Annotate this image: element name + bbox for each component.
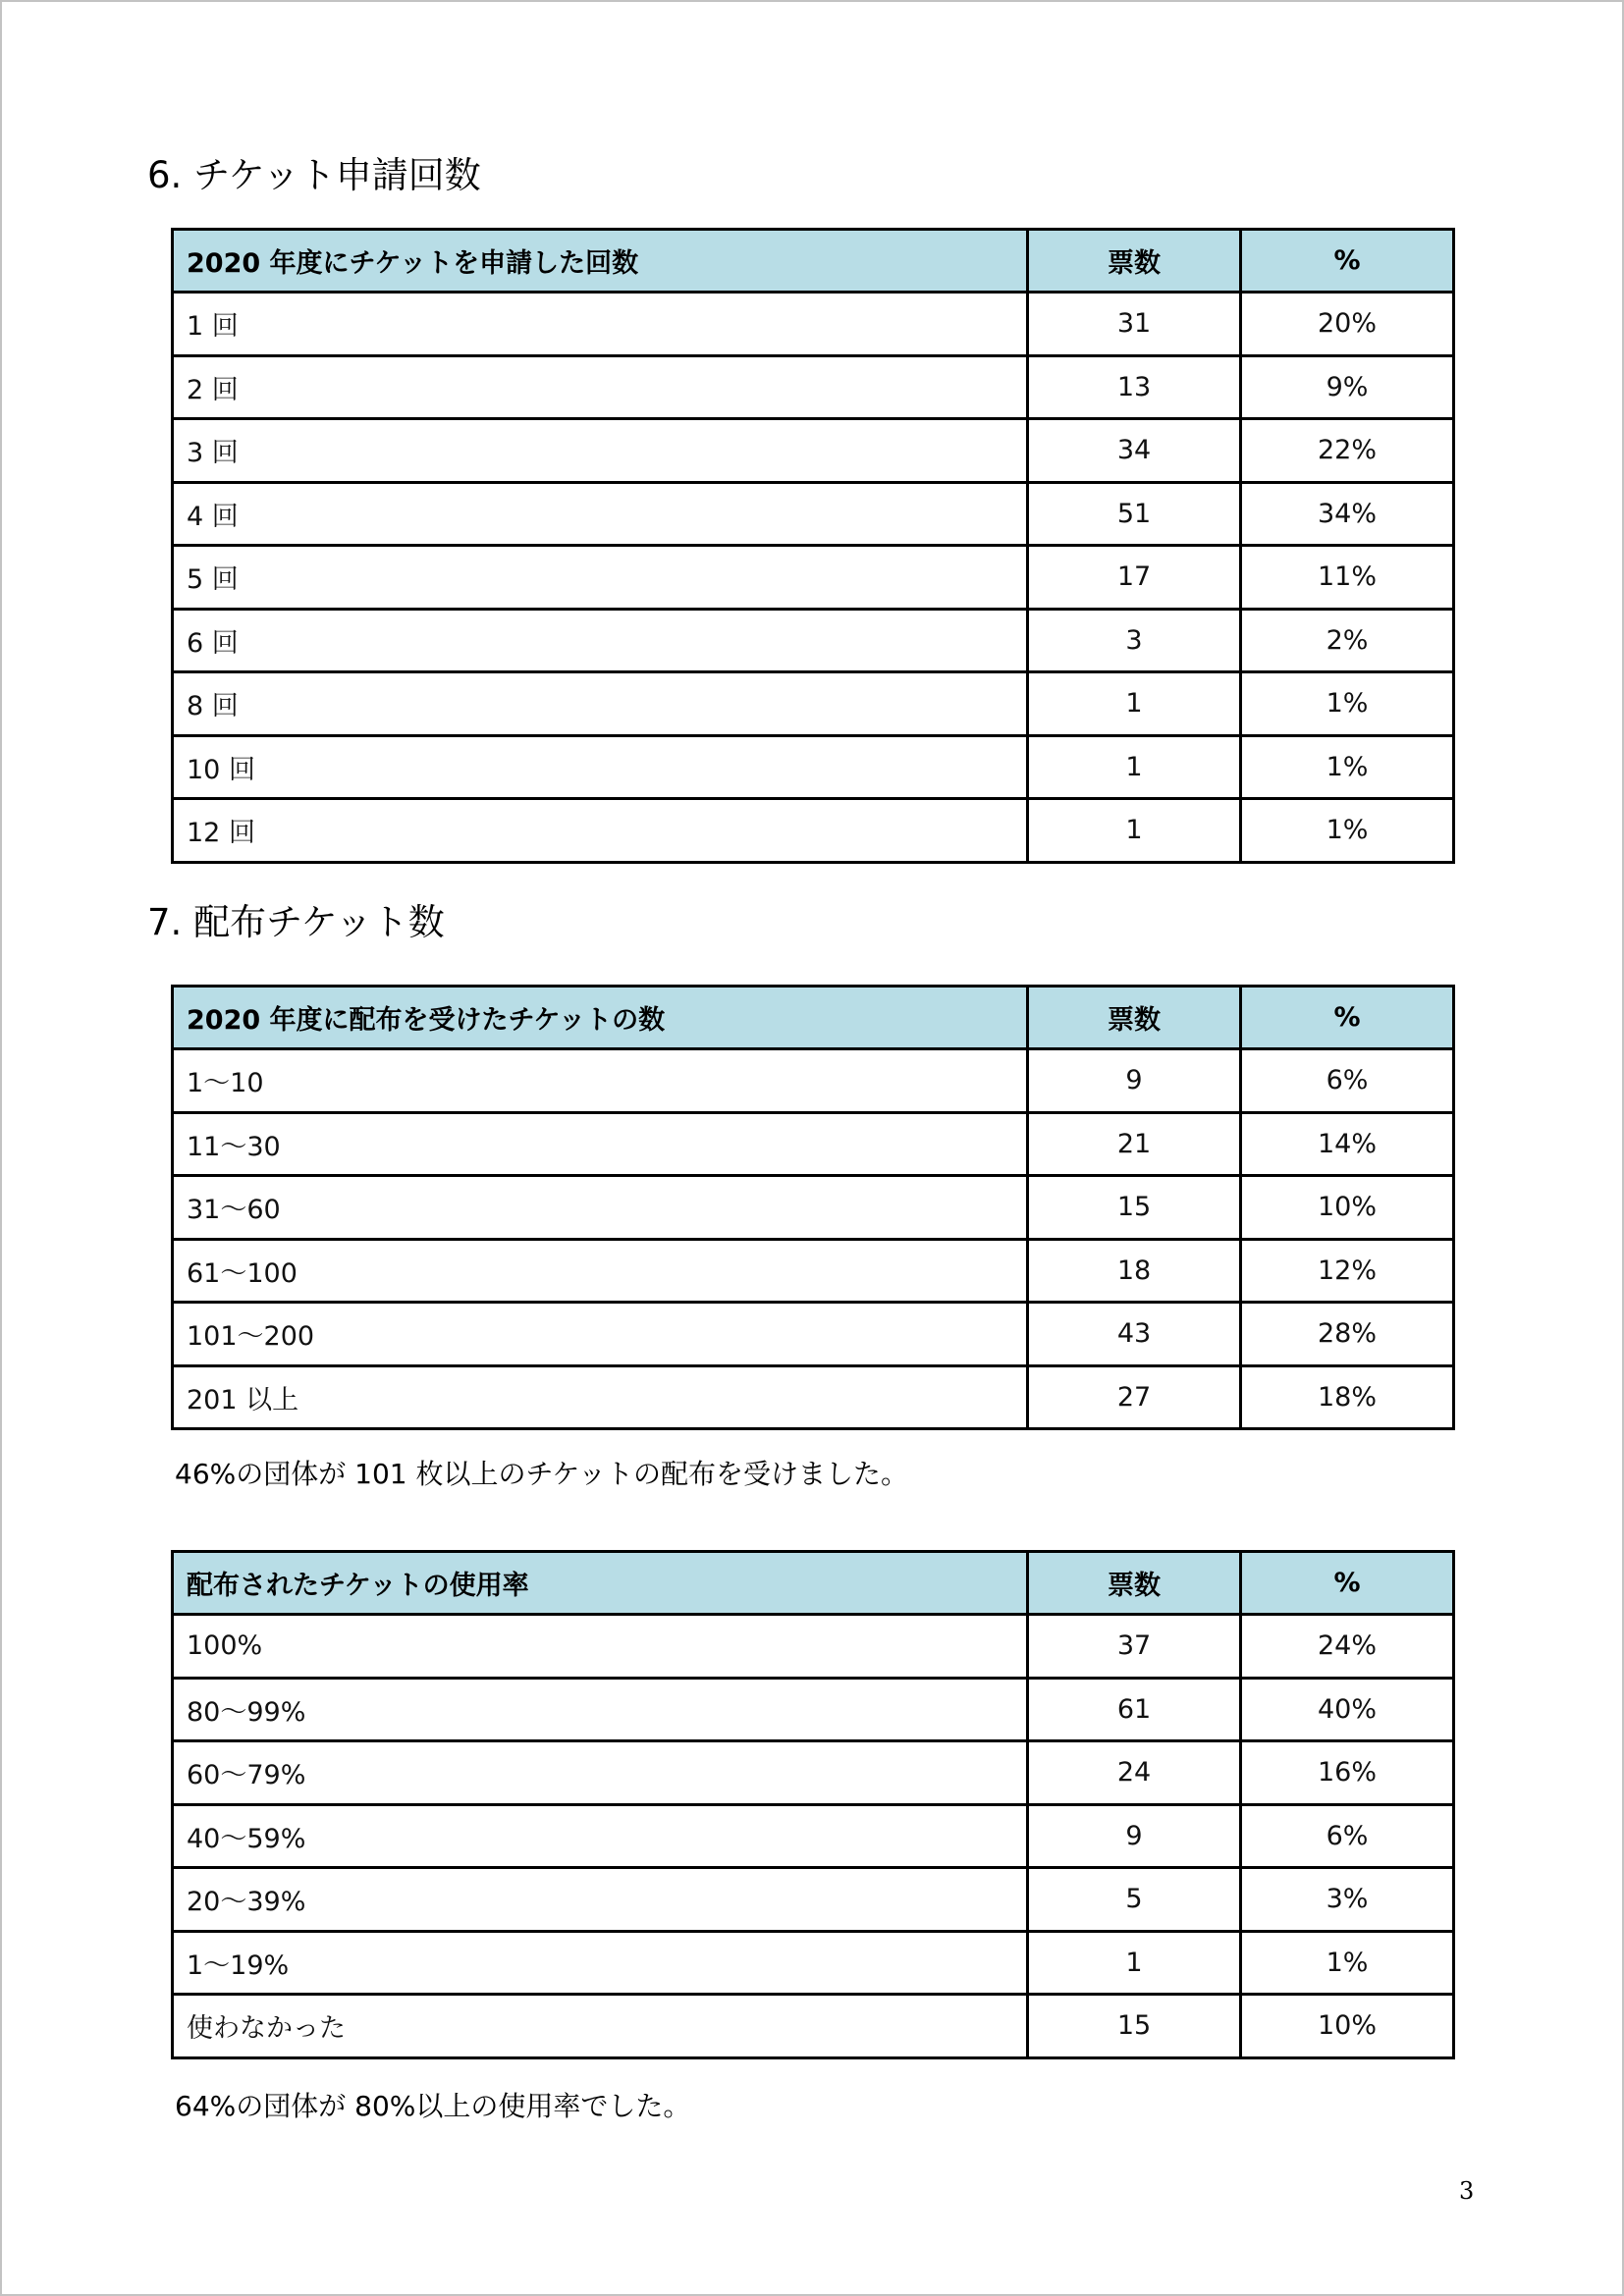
cell-votes: 9 bbox=[1028, 1804, 1241, 1868]
cell-category: 2 回 bbox=[173, 355, 1028, 419]
cell-percent: 1% bbox=[1241, 1931, 1454, 1995]
cell-percent: 6% bbox=[1241, 1804, 1454, 1868]
cell-votes: 9 bbox=[1028, 1049, 1241, 1113]
table-row bbox=[173, 1049, 1454, 1113]
cell-category: 80～99% bbox=[173, 1678, 1028, 1741]
cell-votes: 37 bbox=[1028, 1615, 1241, 1679]
cell-category: 10 回 bbox=[173, 735, 1028, 799]
cell-percent: 22% bbox=[1241, 419, 1454, 483]
cell-votes: 15 bbox=[1028, 1176, 1241, 1240]
cell-votes: 17 bbox=[1028, 546, 1241, 610]
cell-percent: 12% bbox=[1241, 1239, 1454, 1303]
cell-votes: 1 bbox=[1028, 799, 1241, 863]
cell-category: 20～39% bbox=[173, 1868, 1028, 1932]
cell-percent: 28% bbox=[1241, 1303, 1454, 1366]
cell-votes: 13 bbox=[1028, 355, 1241, 419]
cell-percent: 11% bbox=[1241, 546, 1454, 610]
column-header-votes: 票数 bbox=[1028, 230, 1241, 293]
tickets-distributed-table bbox=[171, 985, 1455, 1430]
table-row bbox=[173, 419, 1454, 483]
cell-votes: 1 bbox=[1028, 735, 1241, 799]
cell-category: 101～200 bbox=[173, 1303, 1028, 1366]
table-row bbox=[173, 355, 1454, 419]
table-row bbox=[173, 1112, 1454, 1176]
cell-votes: 3 bbox=[1028, 609, 1241, 672]
cell-percent: 10% bbox=[1241, 1176, 1454, 1240]
table-row bbox=[173, 1365, 1454, 1429]
column-header-percent: % bbox=[1241, 987, 1454, 1049]
cell-votes: 5 bbox=[1028, 1868, 1241, 1932]
section-6-heading: 6. チケット申請回数 bbox=[147, 154, 481, 196]
table-row bbox=[173, 1303, 1454, 1366]
column-header-percent: % bbox=[1241, 230, 1454, 293]
cell-votes: 21 bbox=[1028, 1112, 1241, 1176]
cell-percent: 24% bbox=[1241, 1615, 1454, 1679]
column-header-votes: 票数 bbox=[1028, 1552, 1241, 1615]
table-row bbox=[173, 1995, 1454, 2058]
cell-category: 使わなかった bbox=[173, 1995, 1028, 2058]
cell-category: 12 回 bbox=[173, 799, 1028, 863]
table-header-row bbox=[173, 1552, 1454, 1615]
cell-category: 6 回 bbox=[173, 609, 1028, 672]
table-row bbox=[173, 1615, 1454, 1679]
cell-votes: 31 bbox=[1028, 293, 1241, 356]
cell-category: 1 回 bbox=[173, 293, 1028, 356]
cell-category: 40～59% bbox=[173, 1804, 1028, 1868]
cell-percent: 2% bbox=[1241, 609, 1454, 672]
table-row bbox=[173, 735, 1454, 799]
table-row bbox=[173, 1239, 1454, 1303]
section-7-heading: 7. 配布チケット数 bbox=[147, 901, 445, 943]
column-header-category: 2020 年度に配布を受けたチケットの数 bbox=[173, 987, 1028, 1049]
cell-percent: 9% bbox=[1241, 355, 1454, 419]
table-row bbox=[173, 1804, 1454, 1868]
table-row bbox=[173, 482, 1454, 546]
cell-category: 61～100 bbox=[173, 1239, 1028, 1303]
table-row bbox=[173, 1678, 1454, 1741]
cell-category: 8 回 bbox=[173, 672, 1028, 736]
cell-percent: 14% bbox=[1241, 1112, 1454, 1176]
cell-category: 1～19% bbox=[173, 1931, 1028, 1995]
cell-votes: 18 bbox=[1028, 1239, 1241, 1303]
column-header-votes: 票数 bbox=[1028, 987, 1241, 1049]
cell-percent: 1% bbox=[1241, 735, 1454, 799]
cell-category: 3 回 bbox=[173, 419, 1028, 483]
cell-percent: 40% bbox=[1241, 1678, 1454, 1741]
cell-votes: 15 bbox=[1028, 1995, 1241, 2058]
cell-category: 11～30 bbox=[173, 1112, 1028, 1176]
cell-percent: 3% bbox=[1241, 1868, 1454, 1932]
table-row bbox=[173, 1741, 1454, 1805]
table-header-row bbox=[173, 230, 1454, 293]
cell-category: 100% bbox=[173, 1615, 1028, 1679]
cell-category: 5 回 bbox=[173, 546, 1028, 610]
table-header-row bbox=[173, 987, 1454, 1049]
cell-percent: 10% bbox=[1241, 1995, 1454, 2058]
cell-percent: 1% bbox=[1241, 799, 1454, 863]
usage-summary-note: 64%の団体が 80%以上の使用率でした。 bbox=[175, 2090, 691, 2122]
ticket-usage-rate-table bbox=[171, 1550, 1455, 2059]
table-row bbox=[173, 546, 1454, 610]
table-row bbox=[173, 293, 1454, 356]
cell-category: 31～60 bbox=[173, 1176, 1028, 1240]
cell-votes: 1 bbox=[1028, 1931, 1241, 1995]
table-row bbox=[173, 672, 1454, 736]
cell-percent: 1% bbox=[1241, 672, 1454, 736]
cell-votes: 61 bbox=[1028, 1678, 1241, 1741]
column-header-percent: % bbox=[1241, 1552, 1454, 1615]
cell-votes: 27 bbox=[1028, 1365, 1241, 1429]
table-row bbox=[173, 799, 1454, 863]
cell-votes: 24 bbox=[1028, 1741, 1241, 1805]
cell-percent: 20% bbox=[1241, 293, 1454, 356]
table-row bbox=[173, 1176, 1454, 1240]
cell-percent: 6% bbox=[1241, 1049, 1454, 1113]
cell-votes: 1 bbox=[1028, 672, 1241, 736]
cell-percent: 16% bbox=[1241, 1741, 1454, 1805]
ticket-applications-table bbox=[171, 228, 1455, 864]
table-row bbox=[173, 1931, 1454, 1995]
cell-votes: 34 bbox=[1028, 419, 1241, 483]
column-header-category: 2020 年度にチケットを申請した回数 bbox=[173, 230, 1028, 293]
cell-category: 4 回 bbox=[173, 482, 1028, 546]
cell-category: 60～79% bbox=[173, 1741, 1028, 1805]
cell-votes: 51 bbox=[1028, 482, 1241, 546]
column-header-category: 配布されたチケットの使用率 bbox=[173, 1552, 1028, 1615]
table-row bbox=[173, 609, 1454, 672]
cell-category: 1～10 bbox=[173, 1049, 1028, 1113]
cell-votes: 43 bbox=[1028, 1303, 1241, 1366]
distribution-summary-note: 46%の団体が 101 枚以上のチケットの配布を受けました。 bbox=[175, 1458, 908, 1490]
table-row bbox=[173, 1868, 1454, 1932]
cell-category: 201 以上 bbox=[173, 1365, 1028, 1429]
cell-percent: 18% bbox=[1241, 1365, 1454, 1429]
page-number: 3 bbox=[1459, 2177, 1475, 2205]
cell-percent: 34% bbox=[1241, 482, 1454, 546]
